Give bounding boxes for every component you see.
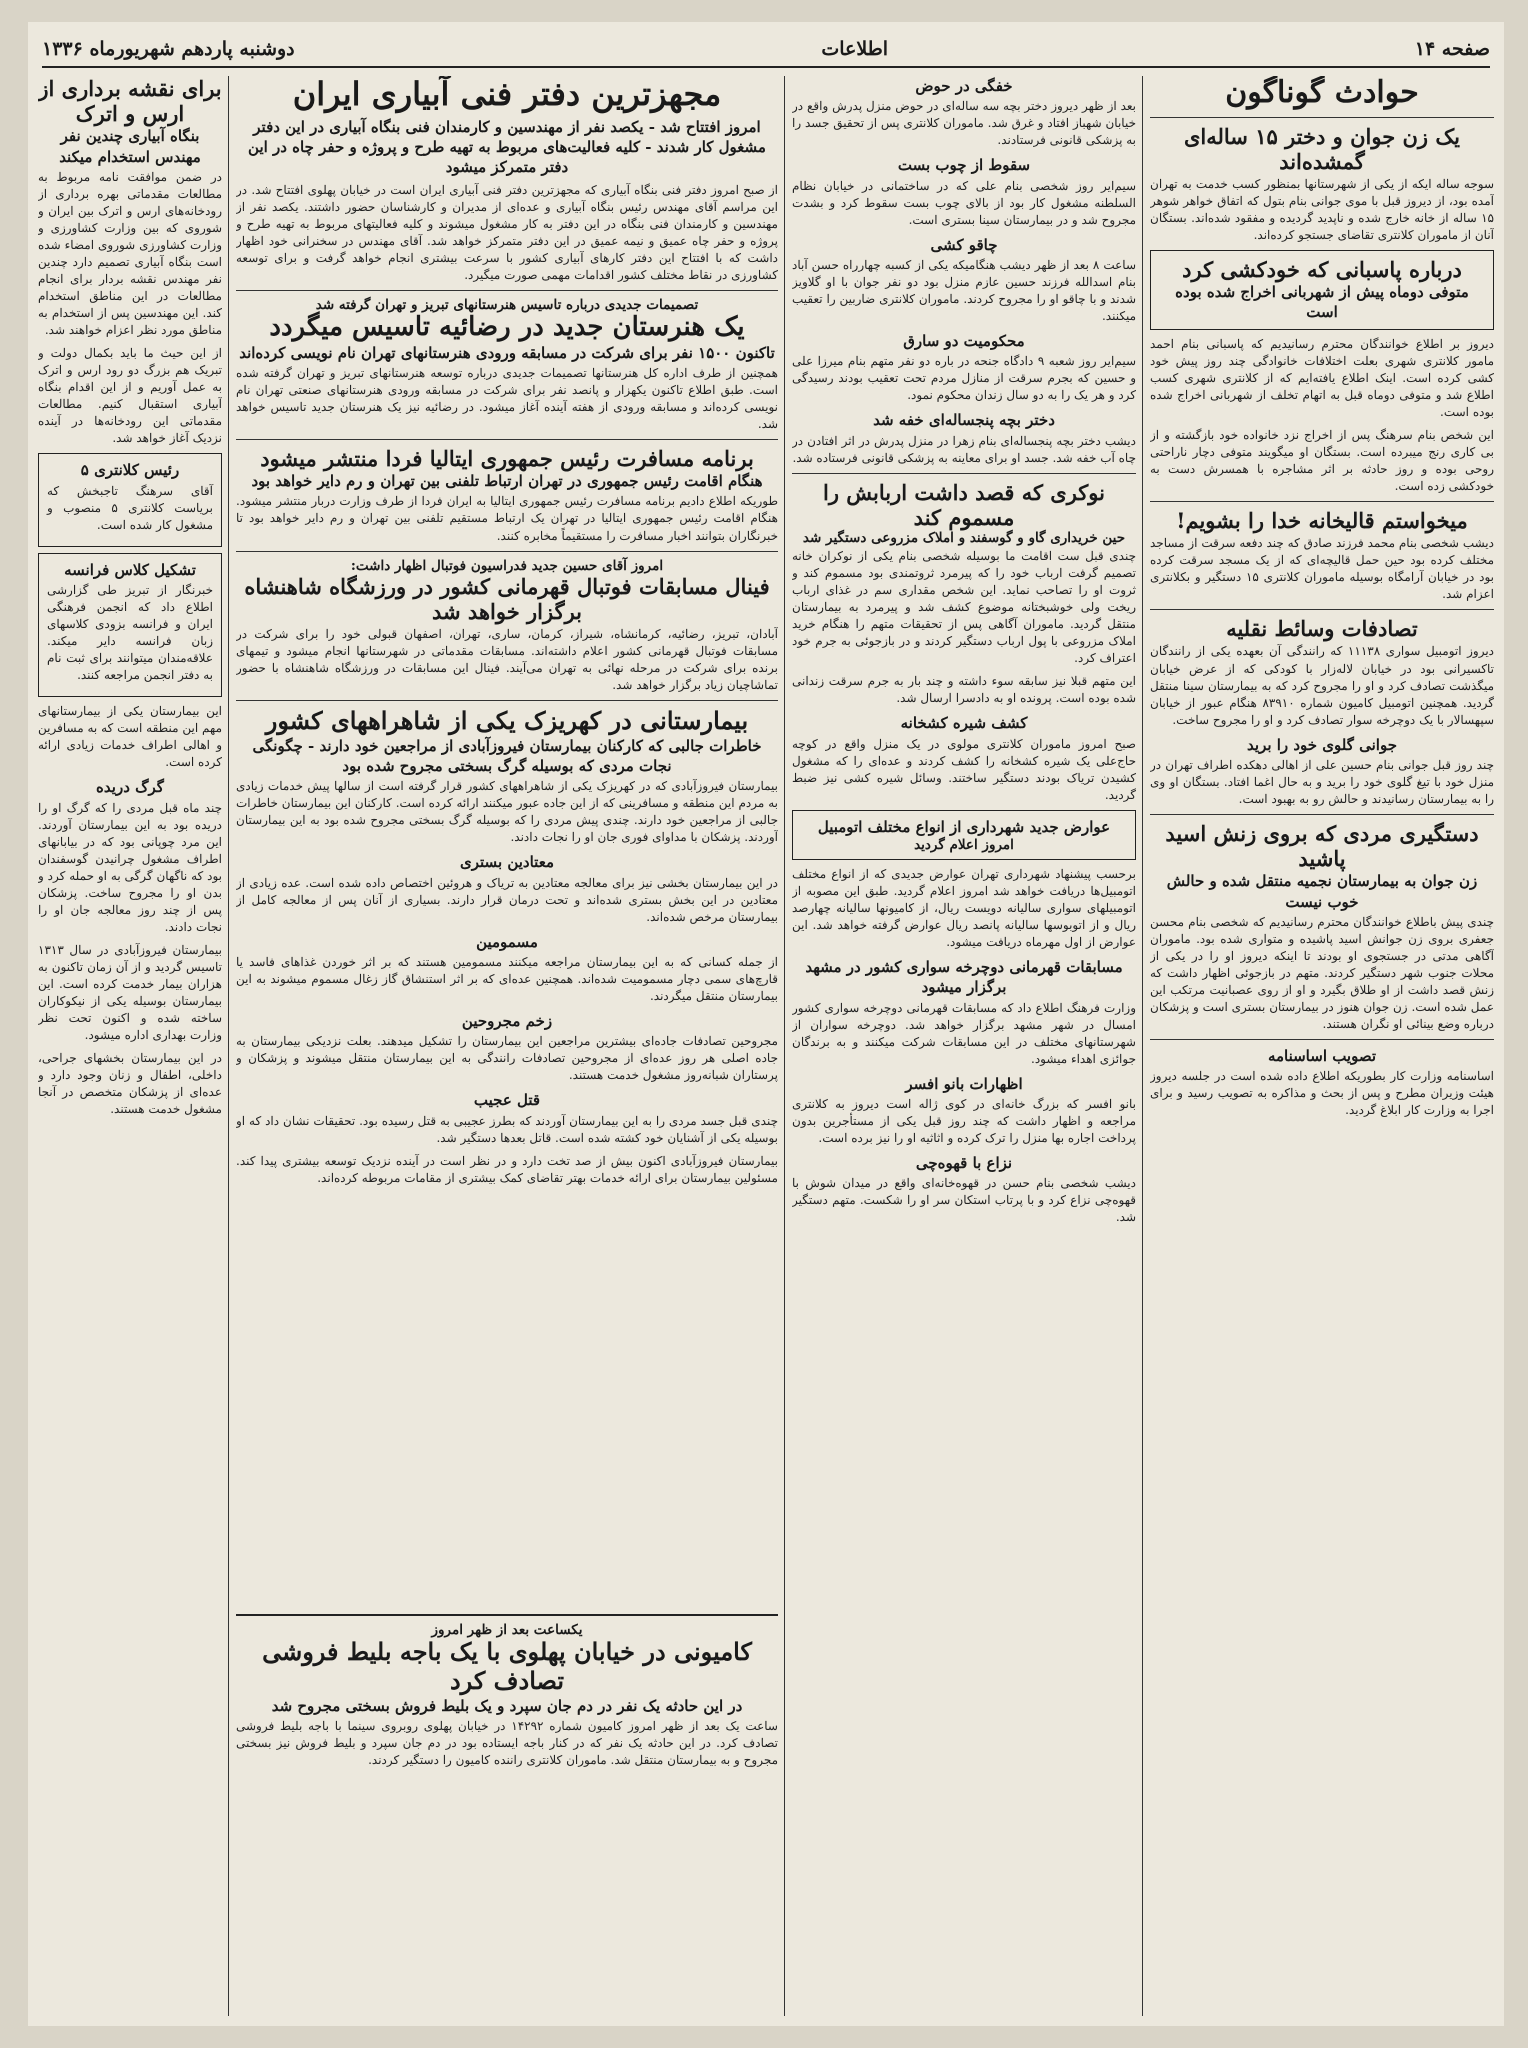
headline: سقوط از چوب بست — [897, 156, 1031, 175]
article-text: وزارت فرهنگ اطلاع داد که مسابقات قهرمانی دوچرخه سواری کشور امسال در شهر مشهد برگزار خواهد شد. دوچرخه سواران از شهرستانهای مختلف در این مسابقات شرکت میکنند و به برندگان جوائزی اهداء میشود. — [792, 1000, 1136, 1066]
subheadline: امروز آقای حسین جدید فدراسیون فوتبال اظهار داشت: — [350, 557, 664, 574]
article-box — [38, 553, 222, 697]
headline: کشف شیره کشخانه — [900, 714, 1028, 733]
headline: چاقو کشی — [930, 235, 998, 254]
article-text: برحسب پیشنهاد شهرداری تهران عوارض جدیدی که از انواع مختلف اتومبیل‌ها دریافت خواهد شد امروز اعلام گردید. طبق این مصوبه از اتومبیلهای سواری سالیانه دویست ریال، از کامیونها سالیانه چهارصد ریال و از اتوبوسها سالیانه پانصد ریال عوارض گرفته خواهد شد. این عوارض از اول مهرماه دریافت میشود. — [792, 867, 1136, 950]
subheadline: امروز اعلام گردید — [914, 837, 1014, 853]
subheadline: امروز افتتاح شد - یکصد نفر از مهندسین و کارمندان فنی بنگاه آبیاری در این دفتر مشغول کار شدند - کلیه فعالیت‌های مربوط به تهیه طرح و پروژه و حفر چاه در این دفتر متمرکز میشود — [248, 117, 766, 177]
headline: اظهارات بانو افسر — [905, 1074, 1023, 1093]
article-text: خبرنگار از تبریز طی گزارشی اطلاع داد که انجمن فرهنگی ایران و فرانسه بزودی کلاسهای زبان فرانسه دایر میکند. علاقه‌مندان میتوانند برای ثبت نام به دفتر انجمن مراجعه کنند. — [47, 582, 213, 683]
subheadline: بنگاه آبیاری چندین نفر مهندس استخدام میکند — [59, 127, 201, 166]
headline: معتادین بستری — [460, 853, 554, 872]
left-column — [38, 76, 222, 2016]
headline: دختر بچه پنجساله‌ای خفه شد — [873, 411, 1055, 430]
headline: درباره پاسبانی که خودکشی کرد — [1182, 257, 1462, 282]
headline: بیمارستانی در کهریزک یکی از شاهراههای کشور — [265, 706, 749, 736]
article-text: مجروحین تصادفات جاده‌ای بیشترین مراجعین این بیمارستان را تشکیل میدهند. بعلت نزدیکی بیمارستان به جاده اصلی هر روز عده‌ای از مجروحین تصادفات رانندگی به این بیمارستان منتقل میشوند و پزشکان و پرستاران شبانه‌روز مشغول خدمت هستند. — [236, 1034, 778, 1083]
article-text: از صبح امروز دفتر فنی بنگاه آبیاری که مجهزترین دفتر فنی آبیاری ایران است در خیابان پهلوی افتتاح شد. در این مراسم آقای مهندس رئیس بنگاه آبیاری و عده‌ای از مدیران و کارشناسان حضور داشتند. یکصد نفر از مهندسین و کارمندان فنی بنگاه در این دفتر به کار مشغول میشوند و کلیه فعالیتهای مربوط به تهیه طرح و پروژه و حفر چاه عمیق و نیمه عمیق در این دفتر متمرکز خواهد شد. آقای مهندس در سخنرانی خود اظهار داشت که با افتتاح این دفتر کارهای آبیاری کشور با سرعت بیشتری انجام خواهد گرفت و برای توسعه کشاورزی در نقاط مختلف کشور اقدامات مهمی صورت میگیرد. — [236, 182, 778, 282]
article-text: در این بیمارستان بخشهای جراحی، داخلی، اطفال و زنان وجود دارد و عده‌ای از پزشکان متخصص در آنجا مشغول خدمت هستند. — [38, 1050, 222, 1117]
headline: گرگ دریده — [96, 778, 164, 797]
article-text: بیمارستان فیروزآبادی اکنون بیش از صد تخت دارد و در نظر است در آینده نزدیک توسعه بیشتری پیدا کند. مسئولین بیمارستان برای ارائه خدمات بهتر تقاضای کمک بیشتری از مقامات مربوطه کرده‌اند. — [236, 1153, 778, 1185]
headline: رئیس کلانتری ۵ — [80, 461, 180, 480]
page-number: صفحه ۱۴ — [1414, 38, 1490, 60]
bottom-story — [236, 1614, 778, 2026]
article-text: بیمارستان فیروزآبادی که در کهریزک یکی از شاهراههای کشور قرار گرفته است از سالها پیش خدمات زیادی به مردم این منطقه و مسافرینی که از این جاده عبور میکنند ارائه کرده است. کارکنان این بیمارستان خاطرات جالبی از مراجعین خود دارند. چندی پیش مردی را که بوسیله گرگ بسختی مجروح شده بود به این بیمارستان آوردند. پزشکان با مداوای فوری جان او را نجات دادند. — [236, 779, 778, 845]
article-text: صبح امروز ماموران کلانتری مولوی در یک منزل واقع در کوچه حاج‌علی یک شیره کشخانه را کشف کردند و عده‌ای را که مشغول کشیدن تریاک بودند دستگیر ساختند. وسائل شیره کشی نیز ضبط گردید. — [792, 736, 1136, 802]
article-text: همچنین از طرف اداره کل هنرستانها تصمیمات جدیدی درباره توسعه هنرستانهای تبریز و تهران گرفته شده است. طبق اطلاع تاکنون یکهزار و پانصد نفر برای شرکت در مسابقه ورودی هنرستانهای صنعتی تهران نام نویسی کرده‌اند و مسابقه ورودی از هفته آینده آغاز میشود. در رضائیه نیز یک هنرستان جدید تاسیس خواهد شد. — [236, 365, 778, 431]
article-text: دیشب دختر بچه پنجساله‌ای بنام زهرا در منزل پدرش در اثر افتادن در چاه آب خفه شد. جسد او برای معاینه به پزشکی قانونی فرستاده شد. — [792, 433, 1136, 465]
subheadline: جوانی گلوی خود را برید — [1247, 735, 1397, 754]
article-text: سیم‌ایر روز شخصی بنام علی که در ساختمانی در خیابان نظام السلطنه مشغول کار بود از بالای چوب بست سقوط کرد و بشدت مجروح شد و در بیمارستان سینا بستری است. — [792, 178, 1136, 227]
article-text: اساسنامه وزارت کار بطوریکه اطلاع داده شده است در جلسه دیروز هیئت وزیران مطرح و پس از بحث و مذاکره به تصویب رسید و برای اجرا به وزارت کار ابلاغ گردید. — [1150, 1069, 1494, 1118]
article-text: سوجه ساله ایکه از یکی از شهرستانها بمنظور کسب خدمت به تهران آمده بود، از دیروز قبل با موی جوانی بنام بتول که اتفاق خواهر شوهر ۱۵ ساله از خانه خارج شده و ناپدید گردیده و مفقود شده‌اند. بستگان آنان از ماموران کلانتری تقاضای جستجو کرده‌اند. — [1150, 176, 1494, 242]
article-text: از این حیث ما باید بکمال دولت و تبریک هم بزرگ دو رود ارس و اترک به عمل آوریم و از این اقدام بنگاه آبیاری استقبال کنیم. مطالعات مقدماتی این رودخانه‌ها در آینده نزدیک آغاز خواهد شد. — [38, 346, 222, 446]
headline: تصویب اساسنامه — [1267, 1047, 1377, 1066]
article-text: دیروز بر اطلاع خوانندگان محترم رسانیدیم که پاسبانی بنام احمد مامور کلانتری شهری بعلت اختلافات خانوادگی چند روز پیش خود کشی کرده است. اینک اطلاع یافته‌ایم که از کلانتری شهری کسب اطلاع شد و متوفی دوماه قبل به اتهام تخلف از شهربانی اخراج شده بوده است. — [1150, 336, 1494, 419]
subheadline: هنگام اقامت رئیس جمهوری در تهران ارتباط تلفنی بین تهران و رم دایر خواهد بود — [251, 472, 763, 491]
article-text: دیشب شخصی بنام محمد فرزند صادق که چند دفعه سرقت از مساجد مختلف کرده بود حین حمل قالیچه‌ای که از یک مسجد سرقت کرده بود در خیابان آرامگاه بوسیله ماموران کلانتری ۱۵ دستگیر و بکلانتری اعزام شد. — [1150, 536, 1494, 602]
headline: تصادفات وسائط نقلیه — [1226, 616, 1418, 642]
article-text: بانو افسر که بزرگ خانه‌ای در کوی ژاله است دیروز به کلانتری مراجعه و اظهار داشت که چند روز قبل یکی از مستأجرین بدون پرداخت اجاره بها منزل را ترک کرده و اثاثیه او را نیز برده است. — [792, 1097, 1136, 1146]
headline: مسابقات قهرمانی دوچرخه سواری کشور در مشهد برگزار میشود — [805, 958, 1123, 997]
article-text: این متهم قبلا نیز سابقه سوء داشته و چند بار به جرم سرقت زندانی شده بوده است. پرونده او به دادسرا ارسال شد. — [792, 674, 1136, 706]
headline: یک زن جوان و دختر ۱۵ ساله‌ای گمشده‌اند — [1183, 123, 1461, 174]
headline: دستگیری مردی که بروی زنش اسید پاشید — [1165, 820, 1479, 872]
article-text: چند روز قبل جوانی بنام حسین علی از اهالی دهکده اطراف تهران در منزل خود با تیغ گلوی خود را برید و به حال اغما افتاد. بستگان او وی را به بیمارستان رسانیدند و حالش رو به بهبود است. — [1150, 757, 1494, 806]
article-text: سیم‌ایر روز شعبه ۹ دادگاه جنحه در باره دو نفر متهم بنام میرزا علی و حسین که بجرم سرقت از منازل مردم تحت تعقیب بودند رسیدگی کرد و هر یک را به دو سال زندان محکوم نمود. — [792, 354, 1136, 403]
subheadline: در این حادثه یک نفر در دم جان سپرد و یک بلیط فروش بسختی مجروح شد — [271, 1696, 743, 1715]
article-text: آبادان، تبریز، رضائیه، کرمانشاه، شیراز، کرمان، ساری، تهران، اصفهان قبولی خود را برای شرکت در مسابقات فوتبال قهرمانی کشور اعلام داشته‌اند. مسابقات مقدماتی در شهرستانها انجام میشود و تیمهای برنده برای شرکت در مرحله نهائی به تهران می‌آیند. فینال این مسابقات در ورزشگاه شاهنشاه با حضور تماشاچیان زیاد برگزار خواهد شد. — [236, 626, 778, 692]
article-text: در این بیمارستان بخشی نیز برای معالجه معتادین به تریاک و هروئین اختصاص داده شده است. عده زیادی از معتادین در این بخش بستری شده‌اند و تحت درمان قرار دارند. بسیاری از آنان پس از معالجه کامل از بیمارستان مرخص شده‌اند. — [236, 875, 778, 924]
headline: یک هنرستان جدید در رضائیه تاسیس میگردد — [269, 311, 745, 342]
subheadline: زن جوان به بیمارستان نجمیه منتقل شده و حالش خوب نیست — [1166, 872, 1478, 911]
subheadline: تصمیمات جدیدی درباره تاسیس هنرستانهای تبریز و تهران گرفته شد — [315, 296, 699, 313]
subheadline: متوفی دوماه پیش از شهربانی اخراج شده بوده است — [1175, 283, 1469, 322]
article-text: بعد از ظهر دیروز دختر بچه سه ساله‌ای در حوض منزل پدرش واقع در خیابان شهباز افتاد و غرق شد. ماموران کلانتری پس از تحقیق جسد را به پزشکی قانونی فرستادند. — [792, 99, 1136, 148]
article-text: چندی قبل جسد مردی را به این بیمارستان آوردند که بطرز عجیبی به قتل رسیده بود. تحقیقات نشان داد که او بوسیله یکی از آشنایان خود کشته شده است. قاتل بعدها دستگیر شد. — [236, 1113, 778, 1145]
article-text: بیمارستان فیروزآبادی در سال ۱۳۱۳ تاسیس گردید و از آن زمان تاکنون به هزاران بیمار خدمت کرده است. این بیمارستان بوسیله یکی از نیکوکاران ساخته شده و اکنون تحت نظر وزارت بهداری اداره میشود. — [38, 942, 222, 1042]
right-column — [1150, 76, 1494, 2016]
column-divider — [228, 76, 229, 2016]
article-text: این بیمارستان یکی از بیمارستانهای مهم این منطقه است که به مسافرین و اهالی اطراف خدمات زیادی ارائه کرده است. — [38, 704, 222, 770]
article-text: چندی پیش باطلاع خوانندگان محترم رسانیدیم که شخصی بنام محسن جعفری بروی زن جوانش اسید پاشیده و متواری شده بود. ماموران آگاهی مدتی در جستجوی او بودند تا اینکه دیروز او را در یکی از محلات جنوب شهر دستگیر کردند. متهم در بازجوئی اظهار داشت که زنش قصد داشت از او طلاق بگیرد و او از روی عصبانیت مرتکب این عمل شده است. زن جوان هنوز در بیمارستان بستری است و پزشکان درباره وضع بینائی او نگران هستند. — [1150, 914, 1494, 1032]
headline: محکومیت دو سارق — [903, 332, 1025, 351]
middle-column — [236, 76, 778, 1606]
headline: تشکیل کلاس فرانسه — [64, 560, 196, 579]
section-banner: حوادث گوناگون — [1225, 76, 1419, 110]
article-text: ساعت یک بعد از ظهر امروز کامیون شماره ۱۴۲۹۲ در خیابان پهلوی روبروی سینما با باجه بلیط فروشی تصادف کرد. در این حادثه یک نفر که در کنار باجه ایستاده بود در دم جان سپرد و بلیط فروش نیز بسختی مجروح و به بیمارستان منتقل شد. ماموران کلانتری راننده کامیون را دستگیر کردند. — [236, 1718, 778, 1767]
article-text: آقای سرهنگ تاجبخش که بریاست کلانتری ۵ منصوب و مشغول کار شده است. — [47, 483, 213, 532]
headline: فینال مسابقات فوتبال قهرمانی کشور در ورزشگاه شاهنشاه برگزار خواهد شد — [244, 573, 770, 624]
headline: کامیونی در خیابان پهلوی با یک باجه بلیط فروشی تصادف کرد — [262, 1637, 752, 1695]
subheadline: تاکنون ۱۵۰۰ نفر برای شرکت در مسابقه ورودی هنرستانهای تهران نام نویسی کرده‌اند — [239, 343, 775, 362]
article-text: چند ماه قبل مردی را که گرگ او را دریده بود به این بیمارستان آوردند. این مرد چوپانی بود که در بیابانهای اطراف مشغول چرانیدن گوسفندان بود که ناگهان گرگی به او حمله کرد و بدن او را مجروح ساخت. پزشکان پس از چند روز معالجه جان او را نجات دادند. — [38, 800, 222, 934]
headline: قتل عجیب — [473, 1091, 541, 1110]
headline: میخواستم قالیخانه خدا را بشویم! — [1176, 507, 1468, 533]
article-text: در ضمن موافقت نامه مربوط به مطالعات مقدماتی بهره برداری از رودخانه‌های ارس و اترک بین ایران و شوروی که بین وزارت کشاورزی و وزارت کشاورزی شوروی امضاء شده است بنگاه آبیاری تصمیم دارد چندین نفر مهندس نقشه بردار برای انجام مطالعات در این مناطق استخدام کند. این مهندسین پس از استخدام به مناطق مورد نظر اعزام خواهند شد. — [38, 169, 222, 338]
subheadline: خاطرات جالبی که کارکنان بیمارستان فیروزآبادی از مراجعین خود دارند - چگونگی نجات مردی که بوسیله گرگ بسختی مجروح شده بود — [252, 736, 762, 776]
masthead — [42, 32, 1490, 68]
headline: نزاع با قهوه‌چی — [915, 1154, 1013, 1173]
article-text: این شخص بنام سرهنگ پس از اخراج نزد خانواده خود بازگشته و از بی کاری رنج میبرده است. بستگان او میگویند متوفی دچار ناراحتی روحی بوده و روز حادثه بر اثر مشاجره با همسرش دست به خودکشی زده است. — [1150, 427, 1494, 493]
article-text: طوریکه اطلاع دادیم برنامه مسافرت رئیس جمهوری ایتالیا به ایران فردا از طرف وزارت دربار منتشر میشود. هنگام اقامت رئیس جمهوری ایتالیا در تهران یک ارتباط مستقیم تلفنی بین تهران و رم دایر خواهد بود تا خبرنگاران بتوانند اخبار مسافرت را مستقیماً مخابره کنند. — [236, 494, 778, 543]
article-box — [1150, 250, 1494, 330]
newspaper-name: اطلاعات — [821, 38, 889, 60]
issue-date: دوشنبه پاردهم شهریورماه ۱۳۳۶ — [42, 38, 295, 60]
article-text: ساعت ۸ بعد از ظهر دیشب هنگامیکه یکی از کسبه چهارراه حسن آباد بنام اسدالله فرزند حسین عازم منزل بود دو نفر جوان با او گلاویز شدند و با چاقو او را مجروح کردند. ماموران کلانتری ضاربین را تعقیب میکنند. — [792, 257, 1136, 324]
subheadline: حین خریداری گاو و گوسفند و املاک مزروعی دستگیر شد — [802, 530, 1126, 547]
headline: مجهزترین دفتر فنی آبیاری ایران — [292, 76, 722, 113]
middle-right-column — [792, 76, 1136, 2016]
article-box — [792, 810, 1136, 860]
newspaper-page — [28, 22, 1504, 2026]
article-text: دیروز اتومبیل سواری ۱۱۱۳۸ که رانندگی آن بعهده یکی از رانندگان تاکسیرانی بود در خیابان لاله‌زار با کودکی که از عرض خیابان میگذشت تصادف کرد و او را مجروح کرد که به بیمارستان سینا منتقل گردید. همچنین اتومبیل کامیون شماره ۸۳۹۱۰ هنگام عبور از خیابان سپهسالار با یک دوچرخه سوار تصادف کرد و او را مجروح ساخت. — [1150, 644, 1494, 727]
headline: مسمومین — [476, 932, 538, 951]
headline: خفگی در حوض — [915, 77, 1013, 95]
headline: زخم مجروحین — [461, 1012, 553, 1031]
article-text: از جمله کسانی که به این بیمارستان مراجعه میکنند مسمومین هستند که بر اثر خوردن غذاهای فاسد یا قارچ‌های سمی دچار مسمومیت شده‌اند. همچنین عده‌ای که بر اثر استنشاق گاز زغال مسموم میشوند به این بیمارستان منتقل میگردند. — [236, 955, 778, 1004]
column-divider — [1142, 76, 1143, 2016]
headline: برای نقشه برداری از ارس و اترک — [38, 76, 222, 127]
article-text: دیشب شخصی بنام حسن در قهوه‌خانه‌ای واقع در میدان شوش با قهوه‌چی نزاع کرد و با پرتاب استکان سر او را شکست. متهم دستگیر شد. — [792, 1176, 1136, 1225]
subheadline: یکساعت بعد از ظهر امروز — [431, 1622, 583, 1638]
column-divider — [784, 76, 785, 2016]
article-text: چندی قبل ست اقامت ما بوسیله شخصی بنام یکی از نوکران خانه تصمیم گرفت ارباب خود را که پیرمرد ثروتمندی بود مسموم کند و ثروت او را تصاحب نماید. این شخص مقداری سم در غذای ارباب ریخت ولی خوشبختانه موضوع کشف شد و پیرمرد به بیمارستان منتقل گردید. ماموران آگاهی پس از تحقیقات متهم را هنگام خرید املاک مزروعی با پول ارباب دستگیر کردند و در بازجوئی به جرم خود اعتراف کرد. — [792, 549, 1136, 666]
headline: عوارض جدید شهرداری از انواع مختلف اتومبیل — [817, 817, 1111, 836]
headline: نوکری که قصد داشت اربابش را مسموم کند — [822, 479, 1105, 530]
headline: برنامه مسافرت رئیس جمهوری ایتالیا فردا منتشر میشود — [260, 446, 754, 471]
article-box — [38, 453, 222, 546]
